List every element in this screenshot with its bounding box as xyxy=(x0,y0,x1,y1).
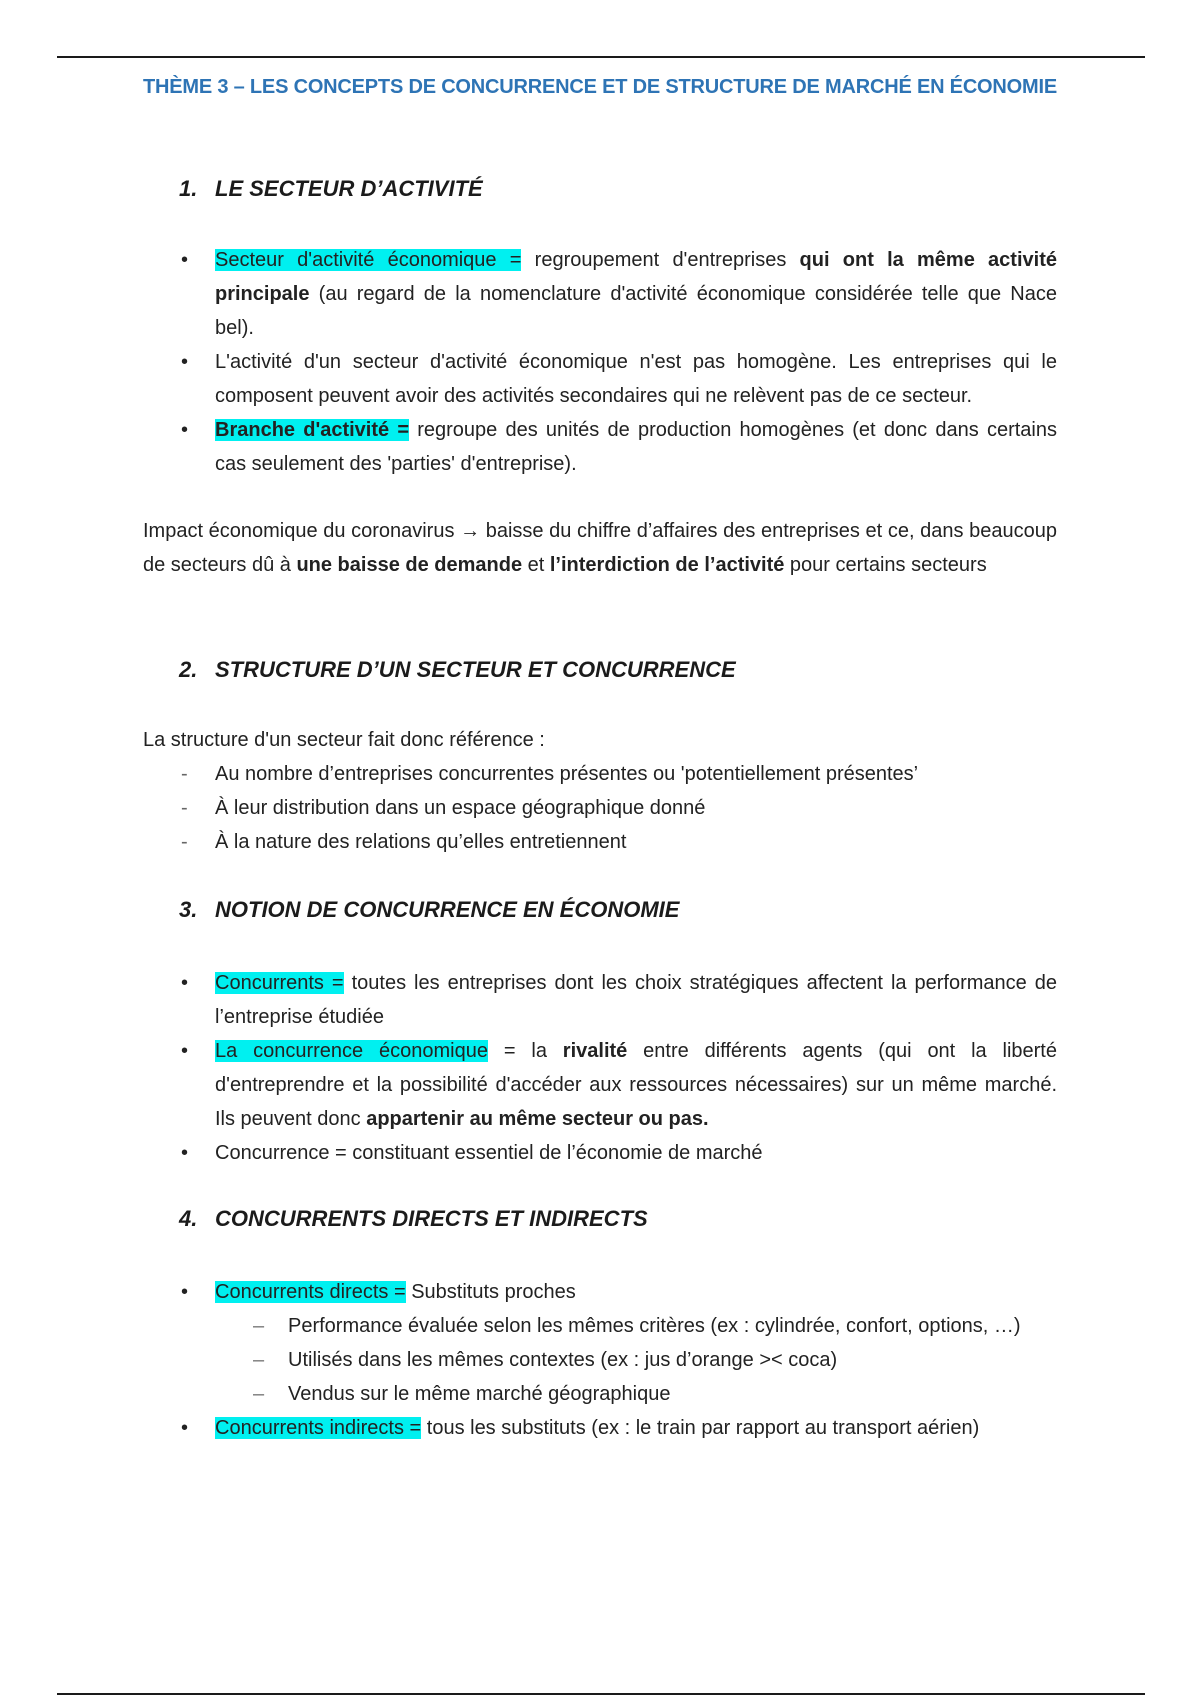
highlighted-term: La concurrence économique xyxy=(215,1040,488,1062)
list-intro: La structure d'un secteur fait donc référence : xyxy=(143,729,545,751)
section-heading-3: 3. NOTION DE CONCURRENCE EN ÉCONOMIE xyxy=(179,897,680,922)
sub-list-item: – Utilisés dans les mêmes contextes (ex : jus d’orange >< coca) xyxy=(253,1349,838,1371)
list-item: • Concurrents directs = Substituts proches xyxy=(181,1281,576,1303)
highlighted-term: Branche d'activité = xyxy=(215,419,410,441)
list-item: - À leur distribution dans un espace géographique donné xyxy=(181,797,706,819)
section-heading-4: 4. CONCURRENTS DIRECTS ET INDIRECTS xyxy=(179,1206,648,1231)
highlighted-term: Concurrents = xyxy=(215,972,344,994)
list-item: • Concurrents = toutes les entreprises dont les choix stratégiques affectent la performance de l’entreprise étudiée xyxy=(181,972,1057,1028)
list-item: • Concurrence = constituant essentiel de l’économie de marché xyxy=(181,1142,763,1164)
list-item: • L'activité d'un secteur d'activité économique n'est pas homogène. Les entreprises qui le composent peuvent avoir des activités secondaires qui ne relèvent pas de ce secteur. xyxy=(181,351,1057,407)
page-title: THÈME 3 – LES CONCEPTS DE CONCURRENCE ET DE STRUCTURE DE MARCHÉ EN ÉCONOMIE xyxy=(143,76,1057,98)
sub-list-item: – Vendus sur le même marché géographique xyxy=(253,1383,671,1405)
highlighted-term: Concurrents directs = xyxy=(215,1281,406,1303)
impact-paragraph: Impact économique du coronavirus → baisse du chiffre d’affaires des entreprises et ce, dans beaucoup de secteurs dû à une baisse de demande et l’interdiction de l’activité pour certains secteurs xyxy=(143,520,1057,576)
section-1-bullets xyxy=(143,243,1057,481)
highlighted-term: Concurrents indirects = xyxy=(215,1417,422,1439)
list-item: - Au nombre d’entreprises concurrentes présentes ou 'potentiellement présentes’ xyxy=(181,763,919,785)
list-item: • Concurrents indirects = tous les substituts (ex : le train par rapport au transport aérien) xyxy=(181,1417,980,1439)
list-item: • Branche d'activité = regroupe des unités de production homogènes (et donc dans certains cas seulement des 'parties' d'entreprise). xyxy=(181,419,1057,475)
bottom-rule xyxy=(57,1693,1145,1695)
list-item: • Secteur d'activité économique = regroupement d'entreprises qui ont la même activité principale (au regard de la nomenclature d'activité économique considérée telle que Nace bel). xyxy=(181,249,1057,339)
highlighted-term: Secteur d'activité économique = xyxy=(215,249,522,271)
arrow-right-icon: → xyxy=(460,520,481,542)
list-item: - À la nature des relations qu’elles entretiennent xyxy=(181,831,627,853)
section-2-list xyxy=(143,723,1057,859)
section-heading-1: 1. LE SECTEUR D’ACTIVITÉ xyxy=(179,176,483,201)
list-item: • La concurrence économique = la rivalité entre différents agents (qui ont la liberté d'entreprendre et la possibilité d'accéder aux ressources nécessaires) sur un même marché. Ils peuvent donc appartenir au même secteur ou pas. xyxy=(181,1040,1057,1130)
sub-list-item: – Performance évaluée selon les mêmes critères (ex : cylindrée, confort, options, …) xyxy=(253,1315,1021,1337)
section-heading-2: 2. STRUCTURE D’UN SECTEUR ET CONCURRENCE xyxy=(179,657,736,682)
top-rule xyxy=(57,56,1145,58)
section-4-bullets xyxy=(143,1275,1057,1445)
section-3-bullets xyxy=(143,966,1057,1170)
